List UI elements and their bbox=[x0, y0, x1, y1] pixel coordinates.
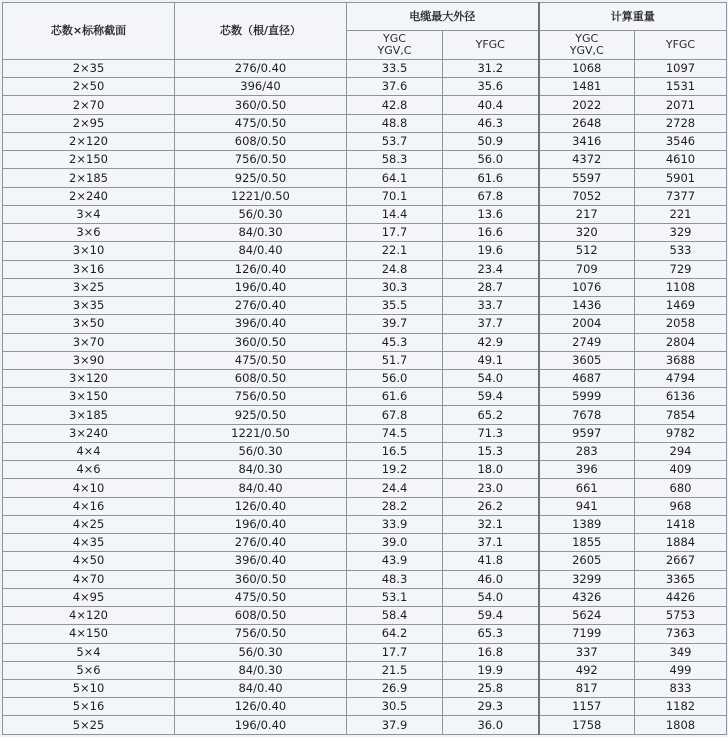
cell-spec: 4×16 bbox=[3, 497, 175, 515]
table-row bbox=[3, 442, 727, 460]
cell-weight-ygc: 9597 bbox=[539, 424, 635, 442]
cell-diameter-yfgc: 15.3 bbox=[443, 442, 539, 460]
cell-weight-yfgc: 329 bbox=[635, 224, 727, 242]
table-row bbox=[3, 388, 727, 406]
cell-weight-ygc: 2004 bbox=[539, 315, 635, 333]
cell-weight-yfgc: 1531 bbox=[635, 78, 727, 96]
header-diameter-ygc bbox=[347, 31, 443, 60]
cell-cores: 756/0.50 bbox=[175, 388, 347, 406]
cell-diameter-ygc: 74.5 bbox=[347, 424, 443, 442]
cell-weight-ygc: 1157 bbox=[539, 698, 635, 716]
cell-spec: 2×50 bbox=[3, 78, 175, 96]
cell-diameter-yfgc: 26.2 bbox=[443, 497, 539, 515]
cell-spec: 3×50 bbox=[3, 315, 175, 333]
cell-weight-ygc: 709 bbox=[539, 260, 635, 278]
cell-diameter-ygc: 26.9 bbox=[347, 679, 443, 697]
cell-spec: 2×240 bbox=[3, 187, 175, 205]
cell-diameter-yfgc: 42.9 bbox=[443, 333, 539, 351]
cell-cores: 396/0.40 bbox=[175, 315, 347, 333]
cell-diameter-yfgc: 19.9 bbox=[443, 661, 539, 679]
cell-cores: 84/0.30 bbox=[175, 224, 347, 242]
cell-weight-yfgc: 6136 bbox=[635, 388, 727, 406]
cell-cores: 56/0.30 bbox=[175, 442, 347, 460]
cell-weight-ygc: 3605 bbox=[539, 351, 635, 369]
cell-weight-ygc: 5999 bbox=[539, 388, 635, 406]
table-row bbox=[3, 114, 727, 132]
cell-weight-ygc: 1389 bbox=[539, 515, 635, 533]
cell-weight-yfgc: 1808 bbox=[635, 716, 727, 735]
cell-weight-ygc: 512 bbox=[539, 242, 635, 260]
cell-cores: 1221/0.50 bbox=[175, 424, 347, 442]
table-row bbox=[3, 151, 727, 169]
cell-diameter-yfgc: 71.3 bbox=[443, 424, 539, 442]
cell-weight-ygc: 337 bbox=[539, 643, 635, 661]
table-row bbox=[3, 479, 727, 497]
table-row bbox=[3, 242, 727, 260]
table-row bbox=[3, 661, 727, 679]
cell-diameter-yfgc: 59.4 bbox=[443, 607, 539, 625]
cell-weight-ygc: 661 bbox=[539, 479, 635, 497]
cell-diameter-yfgc: 32.1 bbox=[443, 515, 539, 533]
cell-weight-yfgc: 2804 bbox=[635, 333, 727, 351]
cell-spec: 2×95 bbox=[3, 114, 175, 132]
cell-diameter-yfgc: 19.6 bbox=[443, 242, 539, 260]
cell-diameter-ygc: 30.5 bbox=[347, 698, 443, 716]
cell-diameter-yfgc: 23.0 bbox=[443, 479, 539, 497]
cell-diameter-yfgc: 29.3 bbox=[443, 698, 539, 716]
table-body bbox=[3, 60, 727, 735]
table-row bbox=[3, 315, 727, 333]
table-row bbox=[3, 461, 727, 479]
cell-weight-yfgc: 499 bbox=[635, 661, 727, 679]
cell-weight-ygc: 3299 bbox=[539, 570, 635, 588]
cell-weight-ygc: 1076 bbox=[539, 278, 635, 296]
table-row bbox=[3, 424, 727, 442]
cell-weight-yfgc: 968 bbox=[635, 497, 727, 515]
cell-diameter-ygc: 53.7 bbox=[347, 132, 443, 150]
cell-weight-yfgc: 2058 bbox=[635, 315, 727, 333]
cell-diameter-ygc: 33.5 bbox=[347, 60, 443, 78]
cell-spec: 4×95 bbox=[3, 588, 175, 606]
cell-diameter-yfgc: 35.6 bbox=[443, 78, 539, 96]
cell-weight-ygc: 7052 bbox=[539, 187, 635, 205]
table-row bbox=[3, 278, 727, 296]
table-row bbox=[3, 515, 727, 533]
cell-cores: 475/0.50 bbox=[175, 114, 347, 132]
cell-weight-ygc: 1436 bbox=[539, 297, 635, 315]
cell-cores: 126/0.40 bbox=[175, 497, 347, 515]
cell-weight-ygc: 2749 bbox=[539, 333, 635, 351]
cell-spec: 3×150 bbox=[3, 388, 175, 406]
cell-weight-ygc: 817 bbox=[539, 679, 635, 697]
cell-diameter-yfgc: 28.7 bbox=[443, 278, 539, 296]
cell-diameter-ygc: 33.9 bbox=[347, 515, 443, 533]
cell-weight-yfgc: 2071 bbox=[635, 96, 727, 114]
cell-weight-yfgc: 4794 bbox=[635, 369, 727, 387]
cell-diameter-yfgc: 37.7 bbox=[443, 315, 539, 333]
table-row bbox=[3, 205, 727, 223]
cell-spec: 3×4 bbox=[3, 205, 175, 223]
cell-weight-ygc: 1481 bbox=[539, 78, 635, 96]
cell-diameter-yfgc: 37.1 bbox=[443, 534, 539, 552]
cell-cores: 196/0.40 bbox=[175, 716, 347, 735]
cell-cores: 196/0.40 bbox=[175, 278, 347, 296]
cell-spec: 3×70 bbox=[3, 333, 175, 351]
cell-diameter-yfgc: 41.8 bbox=[443, 552, 539, 570]
cell-cores: 396/0.40 bbox=[175, 552, 347, 570]
table-row bbox=[3, 260, 727, 278]
cell-diameter-yfgc: 16.8 bbox=[443, 643, 539, 661]
cell-weight-ygc: 396 bbox=[539, 461, 635, 479]
cell-weight-ygc: 217 bbox=[539, 205, 635, 223]
cell-weight-ygc: 1855 bbox=[539, 534, 635, 552]
cell-diameter-ygc: 37.9 bbox=[347, 716, 443, 735]
cell-weight-yfgc: 349 bbox=[635, 643, 727, 661]
cell-spec: 3×25 bbox=[3, 278, 175, 296]
table-row bbox=[3, 534, 727, 552]
table-row bbox=[3, 132, 727, 150]
header-ygc-line1: YGC bbox=[383, 32, 406, 45]
cell-weight-yfgc: 2667 bbox=[635, 552, 727, 570]
cell-diameter-ygc: 17.7 bbox=[347, 643, 443, 661]
cell-cores: 126/0.40 bbox=[175, 260, 347, 278]
cell-cores: 756/0.50 bbox=[175, 151, 347, 169]
cell-cores: 276/0.40 bbox=[175, 297, 347, 315]
header-diameter-group: 电缆最大外径 bbox=[347, 3, 539, 31]
cell-diameter-yfgc: 54.0 bbox=[443, 588, 539, 606]
cell-spec: 3×6 bbox=[3, 224, 175, 242]
cell-diameter-ygc: 14.4 bbox=[347, 205, 443, 223]
cell-weight-ygc: 4372 bbox=[539, 151, 635, 169]
header-cores: 芯数（根/直径） bbox=[175, 3, 347, 60]
cell-cores: 475/0.50 bbox=[175, 351, 347, 369]
cell-spec: 2×70 bbox=[3, 96, 175, 114]
table-row bbox=[3, 96, 727, 114]
header-diameter-yfgc: YFGC bbox=[443, 31, 539, 60]
cell-cores: 396/40 bbox=[175, 78, 347, 96]
cell-weight-ygc: 492 bbox=[539, 661, 635, 679]
table-row bbox=[3, 552, 727, 570]
cell-spec: 5×4 bbox=[3, 643, 175, 661]
cell-weight-ygc: 4687 bbox=[539, 369, 635, 387]
table-row bbox=[3, 169, 727, 187]
cell-weight-ygc: 283 bbox=[539, 442, 635, 460]
cell-diameter-ygc: 67.8 bbox=[347, 406, 443, 424]
header-spec: 芯数×标称截面 bbox=[3, 3, 175, 60]
cell-cores: 84/0.30 bbox=[175, 461, 347, 479]
header-weight-yfgc: YFGC bbox=[635, 31, 727, 60]
cell-weight-yfgc: 409 bbox=[635, 461, 727, 479]
cell-diameter-ygc: 64.1 bbox=[347, 169, 443, 187]
header-ygc-line2: YGV,C bbox=[377, 44, 412, 57]
cell-spec: 4×10 bbox=[3, 479, 175, 497]
table-row bbox=[3, 716, 727, 735]
cell-cores: 56/0.30 bbox=[175, 643, 347, 661]
cell-diameter-ygc: 28.2 bbox=[347, 497, 443, 515]
cell-diameter-ygc: 58.3 bbox=[347, 151, 443, 169]
cell-diameter-ygc: 45.3 bbox=[347, 333, 443, 351]
cell-diameter-yfgc: 18.0 bbox=[443, 461, 539, 479]
cell-cores: 84/0.40 bbox=[175, 479, 347, 497]
header-weight-group: 计算重量 bbox=[539, 3, 727, 31]
cell-weight-yfgc: 7363 bbox=[635, 625, 727, 643]
cell-diameter-yfgc: 36.0 bbox=[443, 716, 539, 735]
cell-spec: 3×16 bbox=[3, 260, 175, 278]
cell-weight-ygc: 2605 bbox=[539, 552, 635, 570]
cell-weight-ygc: 1758 bbox=[539, 716, 635, 735]
cell-diameter-ygc: 48.3 bbox=[347, 570, 443, 588]
cell-diameter-ygc: 24.4 bbox=[347, 479, 443, 497]
cell-diameter-ygc: 30.3 bbox=[347, 278, 443, 296]
cell-diameter-ygc: 70.1 bbox=[347, 187, 443, 205]
cell-diameter-ygc: 35.5 bbox=[347, 297, 443, 315]
cell-cores: 196/0.40 bbox=[175, 515, 347, 533]
cell-weight-yfgc: 533 bbox=[635, 242, 727, 260]
header-ygc-line1: YGC bbox=[575, 32, 599, 45]
table-row bbox=[3, 333, 727, 351]
cell-diameter-ygc: 39.7 bbox=[347, 315, 443, 333]
cell-spec: 4×120 bbox=[3, 607, 175, 625]
cell-diameter-yfgc: 50.9 bbox=[443, 132, 539, 150]
cell-weight-yfgc: 1884 bbox=[635, 534, 727, 552]
cell-diameter-ygc: 48.8 bbox=[347, 114, 443, 132]
table-row bbox=[3, 497, 727, 515]
table-row bbox=[3, 78, 727, 96]
cell-spec: 5×16 bbox=[3, 698, 175, 716]
cell-spec: 3×35 bbox=[3, 297, 175, 315]
cell-spec: 5×25 bbox=[3, 716, 175, 735]
cell-diameter-ygc: 61.6 bbox=[347, 388, 443, 406]
cell-weight-ygc: 4326 bbox=[539, 588, 635, 606]
cell-diameter-yfgc: 56.0 bbox=[443, 151, 539, 169]
cell-weight-yfgc: 1418 bbox=[635, 515, 727, 533]
cell-diameter-ygc: 21.5 bbox=[347, 661, 443, 679]
cell-cores: 475/0.50 bbox=[175, 588, 347, 606]
cell-diameter-ygc: 22.1 bbox=[347, 242, 443, 260]
cell-cores: 126/0.40 bbox=[175, 698, 347, 716]
cell-cores: 608/0.50 bbox=[175, 132, 347, 150]
cell-spec: 2×35 bbox=[3, 60, 175, 78]
header-weight-ygc bbox=[539, 31, 635, 60]
cell-cores: 1221/0.50 bbox=[175, 187, 347, 205]
cell-weight-yfgc: 680 bbox=[635, 479, 727, 497]
cell-weight-yfgc: 9782 bbox=[635, 424, 727, 442]
cell-spec: 5×6 bbox=[3, 661, 175, 679]
table-row bbox=[3, 406, 727, 424]
cell-spec: 3×120 bbox=[3, 369, 175, 387]
cell-cores: 360/0.50 bbox=[175, 96, 347, 114]
cell-diameter-yfgc: 67.8 bbox=[443, 187, 539, 205]
table-row bbox=[3, 625, 727, 643]
cell-weight-yfgc: 1182 bbox=[635, 698, 727, 716]
cell-weight-yfgc: 1469 bbox=[635, 297, 727, 315]
cell-cores: 608/0.50 bbox=[175, 369, 347, 387]
cell-diameter-yfgc: 61.6 bbox=[443, 169, 539, 187]
cell-cores: 925/0.50 bbox=[175, 406, 347, 424]
cable-spec-table bbox=[2, 2, 727, 735]
cell-spec: 4×25 bbox=[3, 515, 175, 533]
cell-diameter-yfgc: 54.0 bbox=[443, 369, 539, 387]
cell-weight-yfgc: 221 bbox=[635, 205, 727, 223]
cell-weight-ygc: 1068 bbox=[539, 60, 635, 78]
cell-diameter-yfgc: 13.6 bbox=[443, 205, 539, 223]
cell-spec: 4×35 bbox=[3, 534, 175, 552]
cell-spec: 2×150 bbox=[3, 151, 175, 169]
cell-diameter-ygc: 53.1 bbox=[347, 588, 443, 606]
cell-cores: 56/0.30 bbox=[175, 205, 347, 223]
cell-diameter-yfgc: 23.4 bbox=[443, 260, 539, 278]
cell-spec: 4×4 bbox=[3, 442, 175, 460]
table-row bbox=[3, 570, 727, 588]
cell-weight-yfgc: 3546 bbox=[635, 132, 727, 150]
cell-diameter-ygc: 56.0 bbox=[347, 369, 443, 387]
cell-diameter-yfgc: 33.7 bbox=[443, 297, 539, 315]
cell-weight-yfgc: 3365 bbox=[635, 570, 727, 588]
cell-diameter-ygc: 37.6 bbox=[347, 78, 443, 96]
cell-diameter-yfgc: 59.4 bbox=[443, 388, 539, 406]
cell-cores: 84/0.40 bbox=[175, 242, 347, 260]
cell-weight-yfgc: 294 bbox=[635, 442, 727, 460]
table-row bbox=[3, 224, 727, 242]
cell-weight-yfgc: 1108 bbox=[635, 278, 727, 296]
table-row bbox=[3, 60, 727, 78]
cell-diameter-ygc: 19.2 bbox=[347, 461, 443, 479]
cell-weight-yfgc: 4426 bbox=[635, 588, 727, 606]
cell-diameter-ygc: 58.4 bbox=[347, 607, 443, 625]
table-row bbox=[3, 297, 727, 315]
cell-diameter-yfgc: 46.3 bbox=[443, 114, 539, 132]
cell-weight-yfgc: 833 bbox=[635, 679, 727, 697]
cell-diameter-yfgc: 16.6 bbox=[443, 224, 539, 242]
cell-diameter-yfgc: 40.4 bbox=[443, 96, 539, 114]
cell-weight-ygc: 5624 bbox=[539, 607, 635, 625]
cell-weight-ygc: 3416 bbox=[539, 132, 635, 150]
table-row bbox=[3, 187, 727, 205]
table-row bbox=[3, 643, 727, 661]
cell-cores: 608/0.50 bbox=[175, 607, 347, 625]
cell-weight-ygc: 5597 bbox=[539, 169, 635, 187]
cell-weight-ygc: 320 bbox=[539, 224, 635, 242]
cell-diameter-ygc: 24.8 bbox=[347, 260, 443, 278]
cell-spec: 4×50 bbox=[3, 552, 175, 570]
cell-weight-yfgc: 729 bbox=[635, 260, 727, 278]
cell-spec: 3×240 bbox=[3, 424, 175, 442]
cell-weight-ygc: 941 bbox=[539, 497, 635, 515]
table-row bbox=[3, 679, 727, 697]
cell-cores: 756/0.50 bbox=[175, 625, 347, 643]
cell-diameter-yfgc: 25.8 bbox=[443, 679, 539, 697]
cell-weight-yfgc: 1097 bbox=[635, 60, 727, 78]
cell-diameter-ygc: 17.7 bbox=[347, 224, 443, 242]
cell-diameter-ygc: 43.9 bbox=[347, 552, 443, 570]
cell-diameter-yfgc: 49.1 bbox=[443, 351, 539, 369]
cell-spec: 2×185 bbox=[3, 169, 175, 187]
cell-diameter-ygc: 16.5 bbox=[347, 442, 443, 460]
header-ygc-line2: YGV,C bbox=[569, 44, 604, 57]
cell-diameter-yfgc: 46.0 bbox=[443, 570, 539, 588]
cell-weight-ygc: 7678 bbox=[539, 406, 635, 424]
cell-weight-yfgc: 7377 bbox=[635, 187, 727, 205]
cell-diameter-ygc: 42.8 bbox=[347, 96, 443, 114]
cell-spec: 3×90 bbox=[3, 351, 175, 369]
cell-spec: 5×10 bbox=[3, 679, 175, 697]
cell-cores: 360/0.50 bbox=[175, 333, 347, 351]
cell-weight-yfgc: 7854 bbox=[635, 406, 727, 424]
cell-cores: 360/0.50 bbox=[175, 570, 347, 588]
table-row bbox=[3, 351, 727, 369]
cell-diameter-ygc: 39.0 bbox=[347, 534, 443, 552]
cell-spec: 4×70 bbox=[3, 570, 175, 588]
cell-diameter-ygc: 64.2 bbox=[347, 625, 443, 643]
table-row bbox=[3, 588, 727, 606]
cell-weight-yfgc: 2728 bbox=[635, 114, 727, 132]
table-row bbox=[3, 607, 727, 625]
table-row bbox=[3, 698, 727, 716]
cell-spec: 3×10 bbox=[3, 242, 175, 260]
cell-cores: 276/0.40 bbox=[175, 60, 347, 78]
table-header bbox=[3, 3, 727, 60]
cell-spec: 4×150 bbox=[3, 625, 175, 643]
cell-weight-yfgc: 5753 bbox=[635, 607, 727, 625]
cell-spec: 3×185 bbox=[3, 406, 175, 424]
cell-cores: 276/0.40 bbox=[175, 534, 347, 552]
cell-weight-ygc: 7199 bbox=[539, 625, 635, 643]
cell-weight-yfgc: 5901 bbox=[635, 169, 727, 187]
cell-spec: 2×120 bbox=[3, 132, 175, 150]
cell-diameter-yfgc: 31.2 bbox=[443, 60, 539, 78]
cell-weight-ygc: 2648 bbox=[539, 114, 635, 132]
cell-diameter-ygc: 51.7 bbox=[347, 351, 443, 369]
cell-weight-yfgc: 4610 bbox=[635, 151, 727, 169]
table-row bbox=[3, 369, 727, 387]
cell-cores: 925/0.50 bbox=[175, 169, 347, 187]
cell-weight-yfgc: 3688 bbox=[635, 351, 727, 369]
cell-diameter-yfgc: 65.3 bbox=[443, 625, 539, 643]
cell-weight-ygc: 2022 bbox=[539, 96, 635, 114]
cell-cores: 84/0.40 bbox=[175, 679, 347, 697]
cell-diameter-yfgc: 65.2 bbox=[443, 406, 539, 424]
cell-cores: 84/0.30 bbox=[175, 661, 347, 679]
cell-spec: 4×6 bbox=[3, 461, 175, 479]
